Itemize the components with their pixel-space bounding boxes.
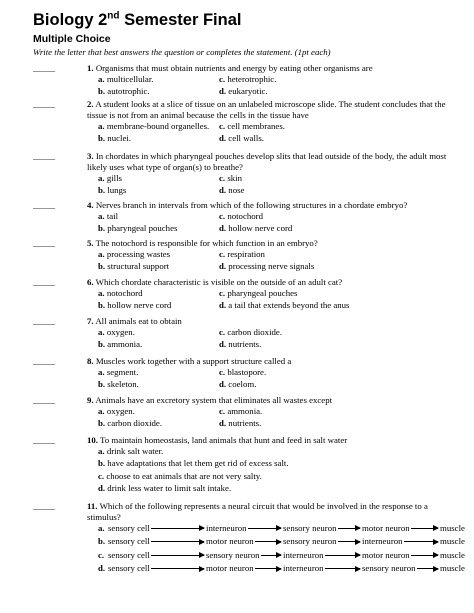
options-row [98,418,453,431]
question-text: 6. Which chordate characteristic is visible on the outside of an adult cat? [87,277,343,287]
circuit-node: interneuron [283,563,324,574]
option-b: b. ammonia. [98,339,143,350]
option-b: b. lungs [98,185,127,196]
option-c: c. choose to eat animals that are not very salty. [98,470,262,481]
option-b: b. skeleton. [98,379,139,390]
option-c: c. heterotrophic. [219,73,277,84]
option-b: b. carbon dioxide. [98,418,163,429]
options-row [98,211,453,224]
question-text: 9. Animals have an excretory system that eliminates all wastes except [87,395,333,405]
arrow-icon [255,541,281,542]
answer-blank[interactable]: _____ [33,356,55,366]
option-b: b. nuclei. [98,133,131,144]
circuit-node: muscle [440,549,465,560]
question-10 [33,435,453,496]
answer-blank[interactable]: _____ [33,99,55,109]
option-c: c. notochord [219,210,263,221]
arrow-icon [338,541,360,542]
circuit-node: motor neuron [206,563,254,574]
options-row [98,249,453,262]
question-text: 8. Muscles work together with a support structure called a [87,356,292,366]
question-1 [33,63,453,99]
section-heading: Multiple Choice [33,33,111,45]
circuit-node: sensory neuron [362,563,416,574]
options-row [98,86,453,99]
question-text: 10. To maintain homeostasis, land animals that hunt and feed in salt water [87,435,348,445]
option-letter: d. [98,563,106,574]
circuit-node: muscle [440,522,465,533]
option-a: a. processing wastes [98,248,171,259]
question-7 [33,316,453,352]
option-d [98,563,465,577]
circuit-node: motor neuron [362,522,410,533]
option-c [98,549,465,564]
option-letter: b. [98,536,106,547]
option-a: a. multicellular. [98,73,154,84]
options-row [98,367,453,380]
option-d: d. cell walls. [219,133,264,144]
options-row [98,327,453,340]
circuit-node: sensory neuron [206,549,260,560]
circuit-node: interneuron [283,549,324,560]
arrow-icon [151,555,204,556]
question-8 [33,356,453,392]
option-d: d. coelom. [219,379,257,390]
arrow-icon [325,555,360,556]
option-a: a. tail [98,210,119,221]
options-row [98,379,453,392]
option-a: a. drink salt water. [98,445,164,456]
answer-blank[interactable]: _____ [33,316,55,326]
arrow-icon [411,528,438,529]
circuit-node: sensory neuron [283,536,337,547]
answer-blank[interactable]: _____ [33,200,55,210]
circuit-node: motor neuron [206,536,254,547]
circuit-node: sensory cell [108,522,150,533]
arrow-icon [151,541,204,542]
option-a: a. segment. [98,366,139,377]
options-row [98,406,453,419]
circuit-node: interneuron [206,522,247,533]
options-row [98,74,453,87]
arrow-icon [261,555,281,556]
question-text: 3. In chordates in which pharyngeal pouches develop slits that lead outside of the body, the adult most likely uses what type of organ(s) to breathe? [87,151,447,172]
option-a [98,522,465,537]
option-c: c. respiration [219,248,265,259]
answer-blank[interactable]: _____ [33,277,55,287]
option-a: a. oxygen. [98,326,135,337]
circuit-node: muscle [440,563,465,574]
arrow-icon [151,528,204,529]
option-b: b. structural support [98,261,170,272]
arrow-icon [338,528,360,529]
option-d: d. nose [219,185,245,196]
options-row [98,121,453,134]
option-b: b. autotrophic. [98,86,150,97]
option-letter: c. [98,549,105,560]
option-b: b. have adaptations that let them get rid of excess salt. [98,458,289,469]
circuit-node: sensory cell [108,536,150,547]
options-row [98,300,453,313]
circuit-node: interneuron [362,536,403,547]
options-row [98,339,453,352]
option-d: d. eukaryotic. [219,86,268,97]
arrow-icon [248,528,281,529]
option-d: d. processing nerve signals [219,261,315,272]
answer-blank[interactable]: _____ [33,435,55,445]
options-row [98,288,453,301]
question-text: 4. Nerves branch in intervals from which of the following structures in a chordate embryo? [87,200,408,210]
answer-blank[interactable]: _____ [33,238,55,248]
question-3 [33,151,453,198]
question-4 [33,200,453,236]
circuit-node: motor neuron [362,549,410,560]
option-d: d. a tail that extends beyond the anus [219,300,350,311]
circuit-node: sensory cell [108,563,150,574]
question-text: 11. Which of the following represents a neural circuit that would be involved in the response to a stimulus? [87,501,428,522]
options-row [98,223,453,236]
arrow-icon [255,568,281,569]
arrow-icon [404,541,438,542]
arrow-icon [151,568,204,569]
option-c: c. blastopore. [219,366,267,377]
question-11 [33,501,465,577]
options-row [98,185,453,198]
arrow-icon [411,555,438,556]
option-d: d. drink less water to limit salt intake. [98,483,232,494]
question-6 [33,277,453,313]
option-b: b. hollow nerve cord [98,300,172,311]
options-row [98,173,453,186]
question-text: 5. The notochord is responsible for which function in an embryo? [87,238,318,248]
question-text: 2. A student looks at a slice of tissue on an unlabeled microscope slide. The student concludes that the tissue is not from an animal because the cells in the tissue have [87,99,446,120]
option-b [98,536,465,550]
instructions: Write the letter that best answers the question or completes the statement. (1pt each) [33,47,331,57]
question-text: 7. All animals eat to obtain [87,316,182,326]
question-5 [33,238,453,274]
circuit-node: muscle [440,536,465,547]
option-c: c. carbon dioxide. [219,326,283,337]
answer-blank[interactable]: _____ [33,501,55,511]
question-9 [33,395,453,431]
answer-blank[interactable]: _____ [33,151,55,161]
option-c: c. cell membranes. [219,120,285,131]
options-row [98,261,453,274]
option-a: a. oxygen. [98,405,135,416]
answer-blank[interactable]: _____ [33,395,55,405]
circuit-node: sensory cell [108,549,150,560]
answer-blank[interactable]: _____ [33,63,55,73]
option-c: c. skin [219,172,242,183]
option-letter: a. [98,522,105,533]
option-a: a. notochord [98,287,143,298]
option-b: b. pharyngeal pouches [98,223,178,234]
question-text: 1. Organisms that must obtain nutrients and energy by eating other organisms are [87,63,373,73]
question-2 [33,99,453,146]
option-c: c. ammonia. [219,405,263,416]
arrow-icon [417,568,438,569]
option-d: d. hollow nerve cord [219,223,293,234]
option-c: c. pharyngeal pouches [219,287,298,298]
option-d: d. nutrients. [219,339,262,350]
option-d: d. nutrients. [219,418,262,429]
arrow-icon [325,568,360,569]
circuit-node: sensory neuron [283,522,337,533]
options-row [98,133,453,146]
page-title: Biology 2nd Semester Final [33,10,242,29]
option-a: a. gills [98,172,122,183]
option-a: a. membrane-bound organelles. [98,120,210,131]
